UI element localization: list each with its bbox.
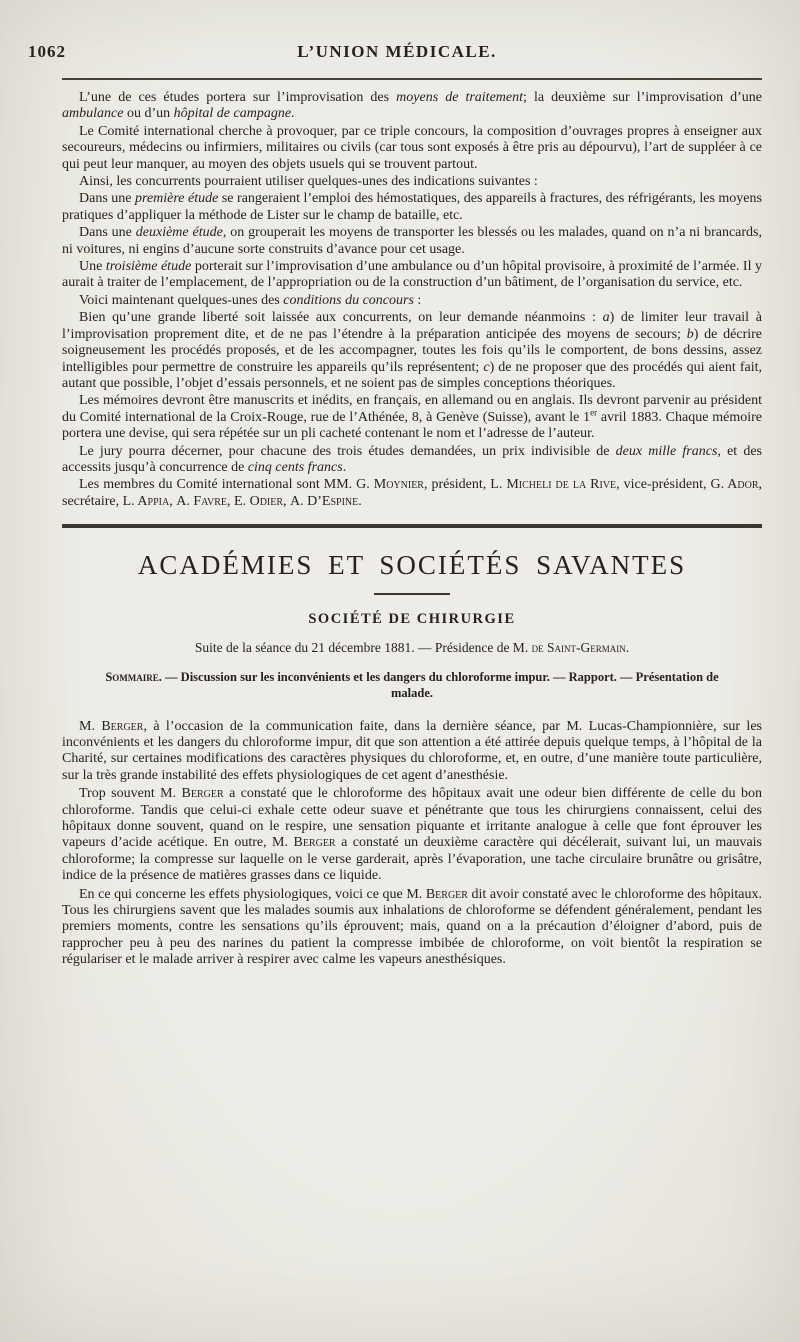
paragraph: Les mémoires devront être manuscrits et inédits, en français, en allemand ou en anglais. Ils devront parvenir au président du Comité international de la Croix-Rouge, rue de l’Athénée, 8, à Genève (Suisse), avant le 1er avril 1883. Chaque mémoire portera une devise, qui sera répétée sur un pli cacheté contenant le nom et l’adresse de l’auteur. bbox=[62, 393, 762, 442]
paragraph: Le jury pourra décerner, pour chacune des trois études demandées, un prix indivisible de deux mille francs, et des accessits jusqu’à concurrence de cinq cents francs. bbox=[62, 443, 762, 475]
society-title: SOCIÉTÉ DE CHIRURGIE bbox=[308, 611, 516, 628]
header-rule bbox=[62, 78, 762, 80]
session-line bbox=[62, 640, 762, 656]
sommaire-line bbox=[92, 669, 732, 701]
paragraph: Le Comité international cherche à provoquer, par ce triple concours, la composition d’ouvrages propres à enseigner aux secoureurs, médecins ou infirmiers, militaires ou civils (car tous sont exposés à être pris au dépourvu), l’art de suppléer à ce qui peut leur manquer, au moyen des objets usuels qui se trouvent partout. bbox=[62, 123, 762, 172]
paragraph: Ainsi, les concurrents pourraient utiliser quelques-unes des indications suivantes : bbox=[79, 174, 538, 190]
page-header bbox=[28, 42, 766, 66]
paragraph: Une troisième étude porterait sur l’improvisation d’une ambulance ou d’un hôpital provisoire, à proximité de l’armée. Il y aurait à traiter de l’emplacement, de l’appropriation ou de la construction d’un bâtiment, de l’organisation du service, etc. bbox=[62, 259, 763, 291]
paragraph: Bien qu’une grande liberté soit laissée aux concurrents, on leur demande néanmoins : a) de limiter leur travail à l’improvisation proprement dite, et de ne pas l’étendre à la préparation anticipée des moyens de secours; b) de décrire soigneusement les procédés proposés, et de les accompagner, toutes les fois qu’ils le comportent, de bons dessins, assez intelligibles pour permettre de construire les appareils qu’ils représentent; c) de ne proposer que des procédés qui aient fait, autant que possible, l’objet d’essais personnels, et ne soient pas de simples conceptions théoriques. bbox=[62, 310, 762, 391]
section-title-rule bbox=[374, 593, 450, 595]
paragraph: Voici maintenant quelques-unes des conditions du concours : bbox=[79, 292, 422, 308]
paragraph: Dans une deuxième étude, on grouperait les moyens de transporter les blessés ou les malades, quand on n’a ni brancards, ni voitures, ni engins d’aucune sorte construits d’avance pour cet usage. bbox=[62, 225, 762, 257]
concours-article bbox=[62, 90, 762, 510]
section-title: ACADÉMIES ET SOCIÉTÉS SAVANTES bbox=[137, 550, 687, 581]
seance-report bbox=[62, 719, 762, 969]
paragraph: M. Berger, à l’occasion de la communication faite, dans la dernière séance, par M. Lucas-Championnière, sur les inconvénients et les dangers du chloroforme impur, dit que son attention a été attirée depuis quelque temps, à l’hôpital de la Charité, sur certaines modifications des caractères physiques du chloroforme, et, en outre, d’une manière toute particulière, sur la très grande instabilité des effets physiologiques de cet agent d’anesthésie. bbox=[62, 718, 762, 783]
paragraph: En ce qui concerne les effets physiologiques, voici ce que M. Berger dit avoir constaté avec le chloroforme des hôpitaux. Tous les chirurgiens savent que les malades soumis aux inhalations de chloroforme se défendent généralement, pendant les premiers moments, contre les sensations qu’ils éprouvent; mais, quand on a la précaution d’éloigner d’abord, puis de rapprocher peu à peu des narines du patient la compresse imbibée de chloroforme, on voit bientôt la respiration se régulariser et le malade arriver à respirer avec calme les vapeurs anesthésiques. bbox=[62, 886, 762, 968]
page-number: 1062 bbox=[28, 42, 66, 61]
journal-title: L’UNION MÉDICALE. bbox=[297, 42, 497, 61]
paragraph: L’une de ces études portera sur l’improvisation des moyens de traitement; la deuxième sur l’improvisation d’une ambulance ou d’un hôpital de campagne. bbox=[62, 90, 762, 122]
paragraph: Suite de la séance du 21 décembre 1881. — Présidence de M. de Saint-Germain. bbox=[194, 640, 630, 656]
paragraph: Les membres du Comité international sont MM. G. Moynier, président, L. Micheli de la Rive, vice-président, G. Ador, secrétaire, L. Appia, A. Favre, E. Odier, A. D’Espine. bbox=[62, 477, 763, 509]
paragraph: Trop souvent M. Berger a constaté que le chloroforme des hôpitaux avait une odeur bien différente de celle du bon chloroforme. Tandis que celui-ci exhale cette odeur suave et pénétrante que tous les chirurgiens connaissent, celui des hôpitaux donne souvent, quand on le respire, une sensation piquante et irritante analogue à celle que font éprouver les vapeurs d’acide acétique. En outre, M. Berger a constaté un deuxième caractère qui décélerait, suivant lui, un mauvais chloroforme; la compresse sur laquelle on le verse garderait, après l’évaporation, une tache circulaire brunâtre ou grisâtre, indice de la présence de matières grasses dans ce liquide. bbox=[62, 786, 762, 884]
section-divider-rule bbox=[62, 524, 762, 528]
paragraph: Sommaire. — Discussion sur les inconvénients et les dangers du chloroforme impur. — Rapport. — Présentation de malade. bbox=[105, 669, 719, 700]
paragraph: Dans une première étude se rangeraient l’emploi des hémostatiques, des appareils à fractures, des réfrigérants, les moyens pratiques d’appliquer la méthode de Lister sur le champ de bataille, etc. bbox=[62, 191, 762, 223]
